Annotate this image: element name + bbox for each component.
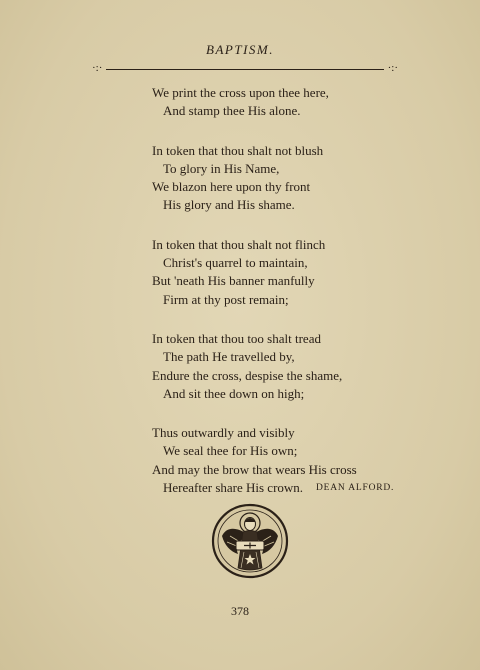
poem-line: His glory and His shame. xyxy=(163,197,295,213)
poem-line: But 'neath His banner manfully xyxy=(152,273,315,289)
stanza-4 xyxy=(152,330,412,403)
divider-line xyxy=(106,69,384,70)
poem-line: And sit thee down on high; xyxy=(163,385,305,401)
poem-line: Thus outwardly and visibly xyxy=(152,425,295,441)
angel-medallion-icon xyxy=(210,502,290,580)
stanza-1 xyxy=(152,84,412,121)
poem-line: Endure the cross, despise the shame, xyxy=(152,367,343,383)
stanza-2 xyxy=(152,142,412,215)
poem-line: Hereafter share His crown. xyxy=(163,480,304,496)
poem-line: We print the cross upon thee here, xyxy=(152,85,329,100)
poem-line: In token that thou too shalt tread xyxy=(152,330,321,346)
poem-line: To glory in His Name, xyxy=(163,160,280,176)
poem-line: And stamp thee His alone. xyxy=(163,103,301,119)
poem xyxy=(152,84,412,518)
ornament-dots-icon: ·:· xyxy=(92,62,103,74)
poem-attribution: DEAN ALFORD. xyxy=(316,483,395,493)
poem-line: The path He travelled by, xyxy=(163,349,295,365)
page-title: BAPTISM. xyxy=(206,42,274,57)
poem-line: In token that thou shalt not flinch xyxy=(152,236,326,252)
poem-line: Firm at thy post remain; xyxy=(163,291,289,307)
page-number: 378 xyxy=(231,604,249,618)
poem-line: We blazon here upon thy front xyxy=(152,179,311,195)
poem-line: Christ's quarrel to maintain, xyxy=(163,255,308,271)
poem-line: And may the brow that wears His cross xyxy=(152,461,357,477)
poem-line: We seal thee for His own; xyxy=(163,443,298,459)
header-rule xyxy=(92,64,398,74)
poem-line: In token that thou shalt not blush xyxy=(152,142,324,158)
stanza-3 xyxy=(152,236,412,309)
ornament-dots-icon: ·:· xyxy=(387,62,398,74)
